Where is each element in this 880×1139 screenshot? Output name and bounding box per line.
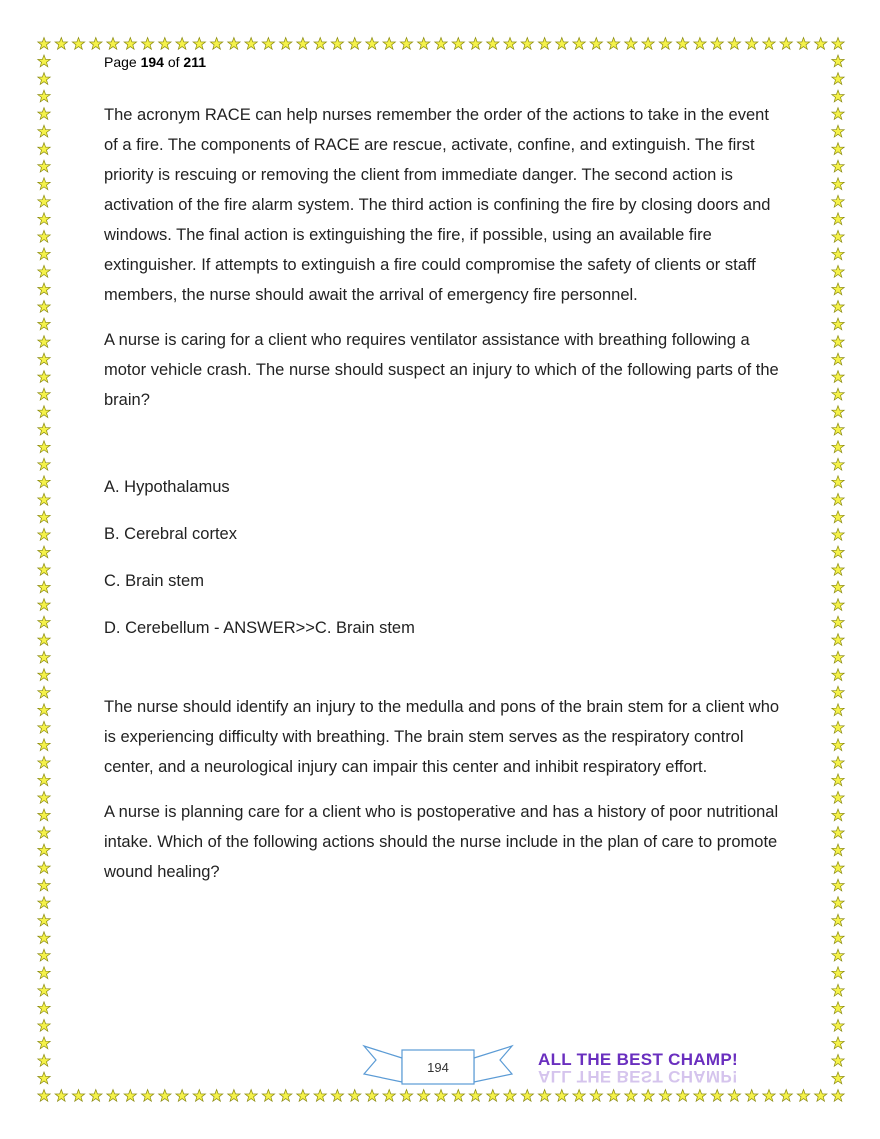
star-icon bbox=[607, 1090, 619, 1102]
star-icon bbox=[38, 651, 50, 663]
star-icon bbox=[38, 721, 50, 733]
star-icon bbox=[504, 1090, 516, 1102]
star-icon bbox=[590, 1090, 602, 1102]
star-icon bbox=[469, 1090, 481, 1102]
star-icon bbox=[38, 669, 50, 681]
star-icon bbox=[38, 774, 50, 786]
star-icon bbox=[625, 38, 637, 50]
star-icon bbox=[314, 38, 326, 50]
star-icon bbox=[832, 90, 844, 102]
star-icon bbox=[832, 827, 844, 839]
star-icon bbox=[90, 1090, 102, 1102]
star-icon bbox=[38, 90, 50, 102]
star-icon bbox=[38, 791, 50, 803]
star-icon bbox=[38, 353, 50, 365]
star-icon bbox=[832, 932, 844, 944]
star-icon bbox=[590, 38, 602, 50]
star-icon bbox=[383, 1090, 395, 1102]
star-icon bbox=[832, 1090, 844, 1102]
star-icon bbox=[728, 1090, 740, 1102]
star-icon bbox=[832, 844, 844, 856]
star-icon bbox=[314, 1090, 326, 1102]
page-header bbox=[104, 54, 206, 70]
star-icon bbox=[538, 38, 550, 50]
star-icon bbox=[573, 38, 585, 50]
star-icon bbox=[832, 809, 844, 821]
star-icon bbox=[832, 1072, 844, 1084]
star-icon bbox=[832, 248, 844, 260]
star-icon bbox=[349, 38, 361, 50]
star-icon bbox=[38, 528, 50, 540]
star-icon bbox=[832, 686, 844, 698]
star-icon bbox=[452, 38, 464, 50]
star-icon bbox=[832, 441, 844, 453]
star-icon bbox=[159, 38, 171, 50]
star-icon bbox=[521, 1090, 533, 1102]
star-icon bbox=[832, 38, 844, 50]
star-icon bbox=[331, 38, 343, 50]
star-icon bbox=[711, 38, 723, 50]
star-icon bbox=[38, 423, 50, 435]
star-icon bbox=[659, 1090, 671, 1102]
star-icon bbox=[642, 38, 654, 50]
star-icon bbox=[38, 1037, 50, 1049]
star-icon bbox=[38, 301, 50, 313]
star-icon bbox=[176, 38, 188, 50]
star-icon bbox=[832, 476, 844, 488]
star-icon bbox=[556, 1090, 568, 1102]
star-icon bbox=[504, 38, 516, 50]
star-icon bbox=[607, 38, 619, 50]
star-icon bbox=[124, 38, 136, 50]
star-icon bbox=[694, 38, 706, 50]
option-d-with-answer: D. Cerebellum - ANSWER>>C. Brain stem bbox=[104, 619, 415, 637]
star-icon bbox=[38, 108, 50, 120]
star-icon bbox=[642, 1090, 654, 1102]
star-icon bbox=[487, 1090, 499, 1102]
star-icon bbox=[832, 914, 844, 926]
star-icon bbox=[193, 38, 205, 50]
brainstem-explanation-paragraph: The nurse should identify an injury to the medulla and pons of the brain stem for a client who is experiencing difficulty with breathing. The brain stem serves as the respiratory control center, and a neurological injury can impair this center and inhibit respiratory effort. bbox=[104, 698, 780, 776]
star-icon bbox=[366, 38, 378, 50]
star-icon bbox=[38, 213, 50, 225]
star-icon bbox=[38, 616, 50, 628]
slogan-reflection: ALL THE BEST CHAMP! bbox=[538, 1067, 738, 1086]
option-b: B. Cerebral cortex bbox=[104, 525, 237, 543]
star-icon bbox=[38, 55, 50, 67]
star-icon bbox=[797, 38, 809, 50]
star-icon bbox=[107, 38, 119, 50]
total-pages: 211 bbox=[183, 54, 207, 70]
star-icon bbox=[832, 791, 844, 803]
star-icon bbox=[38, 546, 50, 558]
star-icon bbox=[38, 739, 50, 751]
star-icon bbox=[625, 1090, 637, 1102]
star-icon bbox=[832, 651, 844, 663]
star-icon bbox=[38, 897, 50, 909]
star-icon bbox=[210, 1090, 222, 1102]
star-icon bbox=[832, 546, 844, 558]
star-icon bbox=[38, 318, 50, 330]
star-icon bbox=[832, 265, 844, 277]
star-icon bbox=[711, 1090, 723, 1102]
star-icon bbox=[38, 756, 50, 768]
star-icon bbox=[435, 1090, 447, 1102]
star-icon bbox=[331, 1090, 343, 1102]
star-icon bbox=[38, 809, 50, 821]
star-icon bbox=[400, 38, 412, 50]
star-icon bbox=[55, 1090, 67, 1102]
star-icon bbox=[38, 178, 50, 190]
star-icon bbox=[38, 441, 50, 453]
star-icon bbox=[38, 125, 50, 137]
current-page-number: 194 bbox=[140, 54, 164, 70]
star-icon bbox=[832, 178, 844, 190]
page-word: Page bbox=[104, 54, 137, 70]
star-icon bbox=[832, 774, 844, 786]
star-icon bbox=[418, 1090, 430, 1102]
star-icon bbox=[746, 1090, 758, 1102]
star-icon bbox=[38, 686, 50, 698]
star-icon bbox=[832, 230, 844, 242]
star-icon bbox=[38, 599, 50, 611]
star-icon bbox=[228, 38, 240, 50]
star-icon bbox=[38, 1072, 50, 1084]
star-icon bbox=[832, 301, 844, 313]
star-icon bbox=[38, 844, 50, 856]
star-icon bbox=[832, 423, 844, 435]
star-icon bbox=[832, 669, 844, 681]
star-icon bbox=[38, 143, 50, 155]
of-word: of bbox=[167, 54, 180, 70]
star-icon bbox=[694, 1090, 706, 1102]
star-icon bbox=[141, 1090, 153, 1102]
star-icon bbox=[832, 108, 844, 120]
star-icon bbox=[38, 581, 50, 593]
star-icon bbox=[418, 38, 430, 50]
race-explanation-paragraph: The acronym RACE can help nurses remember the order of the actions to take in the event of a fire. The components of RACE are rescue, activate, confine, and extinguish. The first priority is rescuing or removing the client from immediate danger. The second action is activation of the fire alarm system. The third action is confining the fire by closing doors and windows. The final action is extinguishing the fire, if possible, using an available fire extinguisher. If attempts to extinguish a fire could compromise the safety of clients or staff members, the nurse should await the arrival of emergency fire personnel. bbox=[104, 106, 771, 304]
star-icon bbox=[38, 827, 50, 839]
star-icon bbox=[38, 476, 50, 488]
star-icon bbox=[659, 38, 671, 50]
star-icon bbox=[832, 283, 844, 295]
star-icon bbox=[280, 1090, 292, 1102]
star-icon bbox=[176, 1090, 188, 1102]
star-icon bbox=[832, 862, 844, 874]
star-icon bbox=[38, 879, 50, 891]
star-icon bbox=[38, 73, 50, 85]
star-icon bbox=[38, 1054, 50, 1066]
star-icon bbox=[832, 599, 844, 611]
star-icon bbox=[832, 634, 844, 646]
star-icon bbox=[832, 493, 844, 505]
star-icon bbox=[832, 528, 844, 540]
star-icon bbox=[90, 38, 102, 50]
option-c: C. Brain stem bbox=[104, 572, 204, 590]
star-icon bbox=[832, 1054, 844, 1066]
star-icon bbox=[832, 581, 844, 593]
star-icon bbox=[55, 38, 67, 50]
star-icon bbox=[832, 879, 844, 891]
star-icon bbox=[38, 949, 50, 961]
star-icon bbox=[452, 1090, 464, 1102]
star-icon bbox=[832, 1002, 844, 1014]
star-icon bbox=[556, 38, 568, 50]
star-icon bbox=[832, 143, 844, 155]
slogan-text: ALL THE BEST CHAMP! bbox=[538, 1050, 738, 1069]
star-icon bbox=[832, 458, 844, 470]
star-icon bbox=[72, 1090, 84, 1102]
star-icon bbox=[832, 318, 844, 330]
star-icon bbox=[832, 564, 844, 576]
star-icon bbox=[832, 160, 844, 172]
star-icon bbox=[832, 739, 844, 751]
star-icon bbox=[38, 283, 50, 295]
star-icon bbox=[573, 1090, 585, 1102]
star-icon bbox=[38, 967, 50, 979]
star-icon bbox=[124, 1090, 136, 1102]
star-icon bbox=[245, 38, 257, 50]
star-icon bbox=[245, 1090, 257, 1102]
star-icon bbox=[38, 160, 50, 172]
star-icon bbox=[38, 914, 50, 926]
star-icon bbox=[38, 634, 50, 646]
star-icon bbox=[210, 38, 222, 50]
star-icon bbox=[383, 38, 395, 50]
star-icon bbox=[400, 1090, 412, 1102]
star-icon bbox=[38, 458, 50, 470]
star-icon bbox=[832, 897, 844, 909]
star-icon bbox=[832, 967, 844, 979]
star-icon bbox=[141, 38, 153, 50]
star-icon bbox=[677, 38, 689, 50]
star-icon bbox=[38, 862, 50, 874]
star-icon bbox=[832, 406, 844, 418]
star-icon bbox=[262, 1090, 274, 1102]
star-icon bbox=[832, 388, 844, 400]
star-icon bbox=[38, 511, 50, 523]
star-icon bbox=[38, 230, 50, 242]
star-icon bbox=[38, 336, 50, 348]
star-icon bbox=[832, 125, 844, 137]
star-icon bbox=[832, 756, 844, 768]
question-wound-paragraph: A nurse is planning care for a client who is postoperative and has a history of poor nutritional intake. Which of the following actions should the nurse include in the plan of care to promote wound healing? bbox=[104, 803, 779, 881]
star-icon bbox=[38, 932, 50, 944]
star-icon bbox=[832, 195, 844, 207]
star-icon bbox=[780, 1090, 792, 1102]
option-a: A. Hypothalamus bbox=[104, 478, 230, 496]
star-icon bbox=[832, 616, 844, 628]
star-icon bbox=[832, 949, 844, 961]
star-icon bbox=[832, 1037, 844, 1049]
star-icon bbox=[487, 38, 499, 50]
star-icon bbox=[832, 1019, 844, 1031]
star-icon bbox=[107, 1090, 119, 1102]
star-icon bbox=[832, 721, 844, 733]
star-icon bbox=[38, 195, 50, 207]
star-icon bbox=[228, 1090, 240, 1102]
star-icon bbox=[38, 371, 50, 383]
star-icon bbox=[763, 1090, 775, 1102]
star-icon bbox=[38, 984, 50, 996]
star-icon bbox=[815, 38, 827, 50]
star-icon bbox=[728, 38, 740, 50]
star-icon bbox=[280, 38, 292, 50]
star-icon bbox=[832, 336, 844, 348]
star-icon bbox=[38, 388, 50, 400]
star-icon bbox=[349, 1090, 361, 1102]
star-icon bbox=[38, 406, 50, 418]
star-icon bbox=[297, 38, 309, 50]
star-icon bbox=[815, 1090, 827, 1102]
star-icon bbox=[538, 1090, 550, 1102]
star-icon bbox=[38, 248, 50, 260]
star-icon bbox=[797, 1090, 809, 1102]
star-icon bbox=[38, 1002, 50, 1014]
star-icon bbox=[780, 38, 792, 50]
star-icon bbox=[38, 564, 50, 576]
star-icon bbox=[832, 73, 844, 85]
star-icon bbox=[366, 1090, 378, 1102]
star-icon bbox=[832, 704, 844, 716]
star-icon bbox=[262, 38, 274, 50]
star-icon bbox=[38, 265, 50, 277]
star-icon bbox=[38, 38, 50, 50]
star-icon bbox=[297, 1090, 309, 1102]
question-ventilator-paragraph: A nurse is caring for a client who requires ventilator assistance with breathing following a motor vehicle crash. The nurse should suspect an injury to which of the following parts of the brain? bbox=[104, 331, 779, 409]
star-icon bbox=[832, 353, 844, 365]
star-icon bbox=[746, 38, 758, 50]
star-icon bbox=[38, 1019, 50, 1031]
document-body bbox=[104, 100, 784, 887]
footer-page-number: 194 bbox=[427, 1060, 449, 1075]
star-icon bbox=[832, 55, 844, 67]
star-icon bbox=[521, 38, 533, 50]
star-icon bbox=[193, 1090, 205, 1102]
star-icon bbox=[38, 1090, 50, 1102]
star-icon bbox=[832, 984, 844, 996]
star-icon bbox=[72, 38, 84, 50]
star-icon bbox=[38, 704, 50, 716]
star-icon bbox=[677, 1090, 689, 1102]
star-icon bbox=[763, 38, 775, 50]
star-icon bbox=[159, 1090, 171, 1102]
star-icon bbox=[832, 511, 844, 523]
star-icon bbox=[435, 38, 447, 50]
star-icon bbox=[38, 493, 50, 505]
star-icon bbox=[832, 371, 844, 383]
star-icon bbox=[469, 38, 481, 50]
star-icon bbox=[832, 213, 844, 225]
